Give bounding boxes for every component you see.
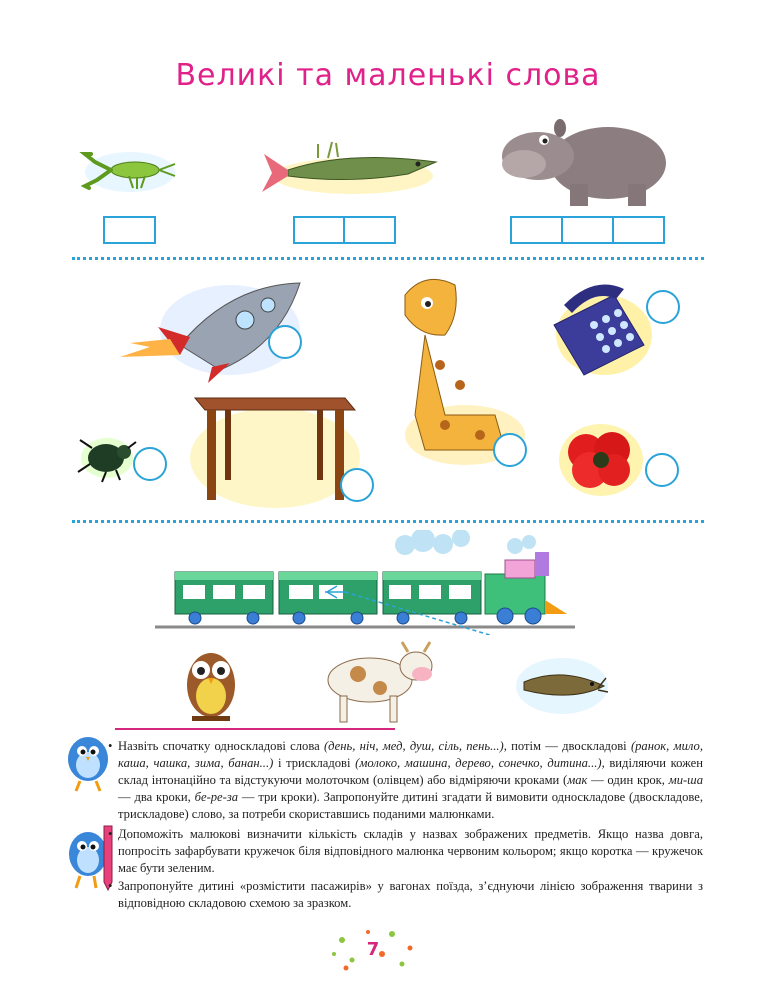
fish-icon	[512, 652, 612, 717]
train-icon	[155, 530, 575, 635]
syllable-circle[interactable]	[493, 433, 527, 467]
page-number: 7	[366, 939, 380, 960]
syllable-box[interactable]	[561, 216, 614, 244]
section-divider	[72, 257, 704, 260]
note-segment: (ранок, мило, каша, чашка, зима, банан...)	[118, 739, 703, 770]
note-1-text	[108, 739, 703, 821]
section-divider	[72, 520, 704, 523]
syllable-circle[interactable]	[645, 453, 679, 487]
note-segment: — один крок,	[587, 773, 669, 787]
pike-icon	[258, 140, 440, 200]
syllable-circle[interactable]	[268, 325, 302, 359]
syllable-box[interactable]	[612, 216, 665, 244]
syllable-box[interactable]	[293, 216, 345, 244]
note-3-text	[108, 879, 703, 910]
notes-divider	[115, 728, 395, 730]
note-segment: ми-ша	[668, 773, 703, 787]
poppy-icon	[556, 418, 646, 498]
syllable-circle[interactable]	[133, 447, 167, 481]
note-segment: (молоко, машина, дерево, сонечко, дитина...)	[355, 756, 602, 770]
note-segment: і трискладові	[273, 756, 356, 770]
hippo-icon	[498, 108, 670, 208]
note-segment: , виділяючи кожен склад інтонаційно та відстукуючи молоточком (олівцем) або відміряючи кроками (	[118, 756, 703, 787]
note-3: • Запропонуйте дитині «розмістити пасажирів» у вагонах поїзда, з’єднуючи лінією зображення тварини з відповідною складовою схемою за зразком.	[108, 879, 703, 910]
note-segment: мак	[567, 773, 588, 787]
note-segment: , потім — двоскладові	[503, 739, 631, 753]
page-title: Великі та маленькі слова	[175, 58, 601, 93]
note-2: • Допоможіть малюкові визначити кількість складів у назвах зображених предметів. Якщо назва довга, попросіть зафарбувати кружечок біля відповідного малюнка червоним кольором; якщо коротка — кружечок має бути зеленим.	[108, 827, 703, 875]
note-2-text	[108, 827, 703, 875]
syllable-circle[interactable]	[646, 290, 680, 324]
bird-icon	[62, 725, 114, 795]
syllable-box[interactable]	[510, 216, 563, 244]
note-segment: — три кроки). Запропонуйте дитині згадати й вимовити односкладове (двоскладове, трискладове) слово, за потреби скориставшись поданими малюнками.	[118, 790, 703, 821]
table-icon	[185, 388, 360, 508]
cow-icon	[318, 636, 440, 726]
note-segment: (день, ніч, мед, душ, сіль, пень...)	[323, 739, 504, 753]
note-segment: Допоможіть малюкові визначити кількість складів у назвах зображених предметів. Якщо назва довга, попросіть зафарбувати кружечок біля відповідного малюнка червоним кольором; якщо коротка — кружечок має бути зеленим.	[118, 827, 703, 875]
beetle-icon	[72, 428, 137, 483]
syllable-circle[interactable]	[340, 468, 374, 502]
syllable-box[interactable]	[103, 216, 156, 244]
note-segment: Назвіть спочатку односкладові слова	[118, 739, 324, 753]
phone-icon	[544, 275, 654, 380]
owl-icon	[182, 640, 240, 725]
note-1: • Назвіть спочатку односкладові слова (день, ніч, мед, душ, сіль, пень...), потім — двоскладові (ранок, мило, каша, чашка, зима, банан...) і трискладові (молоко, машина, дерево, сонечко, дитина...), виділяючи кожен склад інтонаційно та відстукуючи молоточком (олівцем) або відміряючи кроками (мак — один крок, ми-ша — два кроки, бе-ре-за — три кроки). Запропонуйте дитині згадати й вимовити односкладове (двоскладове, трискладове) слово, за потреби скориставшись поданими малюнками.	[108, 739, 703, 821]
crayfish-icon	[75, 140, 185, 200]
note-segment: бе-ре-за	[194, 790, 239, 804]
syllable-box[interactable]	[343, 216, 396, 244]
note-segment: Запропонуйте дитині «розмістити пасажирів» у вагонах поїзда, з’єднуючи лінією зображення тварини з відповідною складовою схемою за зразком.	[118, 879, 703, 910]
note-segment: — два кроки,	[118, 790, 195, 804]
